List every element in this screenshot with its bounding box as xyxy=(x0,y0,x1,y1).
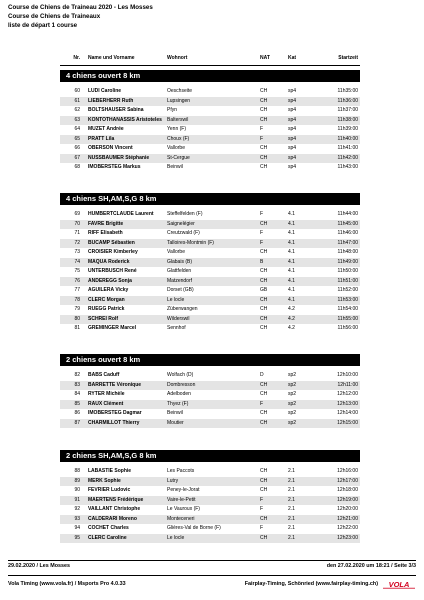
cell-kat: 4.1 xyxy=(288,239,295,246)
cell-start: 12h23:00 xyxy=(337,534,358,541)
cell-nat: F xyxy=(260,400,264,407)
cell-start: 12h17:00 xyxy=(337,477,358,484)
cell-name: FEVRIER Ludovic xyxy=(88,487,131,493)
cell-nr: 90 xyxy=(74,487,80,493)
cell-nat: CH xyxy=(260,97,268,104)
cell-nr: 85 xyxy=(74,400,80,407)
cell-nat: F xyxy=(260,525,264,531)
list-row xyxy=(60,477,360,487)
cell-start: 11h37:00 xyxy=(337,107,358,113)
cell-ort: Beinwil xyxy=(167,410,183,416)
cell-nr: 95 xyxy=(74,534,80,541)
cell-start: 11h49:00 xyxy=(337,258,358,265)
list-row xyxy=(60,97,360,107)
event-title: Course de Chiens de Traineau 2020 - Les Mosses xyxy=(8,4,153,11)
list-row xyxy=(60,315,360,325)
cell-nr: 94 xyxy=(74,525,80,531)
list-row xyxy=(60,87,360,97)
cell-nat: CH xyxy=(260,296,268,303)
list-row xyxy=(60,505,360,515)
cell-ort: Le Vauroux (F) xyxy=(167,506,200,512)
cell-name: FAVRE Brigitte xyxy=(88,220,124,227)
cell-kat: sp2 xyxy=(288,419,297,426)
cell-start: 12h14:00 xyxy=(337,410,358,416)
cell-kat: 2.1 xyxy=(288,506,295,512)
cell-name: PRATT Lila xyxy=(88,135,115,142)
cell-nat: CH xyxy=(260,534,268,541)
cell-nat: CH xyxy=(260,306,268,312)
cell-name: CALDERARI Moreno xyxy=(88,515,137,522)
list-row xyxy=(60,248,360,258)
list-row xyxy=(60,515,360,525)
cell-name: NUSSBAUMER Stéphanie xyxy=(88,154,150,161)
cell-name: COCHET Charles xyxy=(88,525,129,531)
cell-ort: Creutzwald (F) xyxy=(167,230,200,236)
cell-name: SCHREI Rolf xyxy=(88,315,118,322)
cell-start: 11h48:00 xyxy=(337,249,358,255)
cell-nr: 63 xyxy=(74,116,80,123)
cell-kat: 4.1 xyxy=(288,268,295,274)
cell-name: OBERSON Vincent xyxy=(88,145,133,151)
logo-text: VOLA xyxy=(388,580,410,589)
cell-nat: CH xyxy=(260,315,268,322)
section-title: 4 chiens ouvert 8 km xyxy=(60,70,360,82)
cell-nr: 61 xyxy=(74,97,80,104)
cell-nat: F xyxy=(260,506,264,512)
list-row xyxy=(60,220,360,230)
cell-nr: 80 xyxy=(74,315,80,322)
cell-name: ANDEREGG Sonja xyxy=(88,277,132,284)
cell-kat: sp4 xyxy=(288,154,297,161)
cell-start: 12h21:00 xyxy=(337,515,358,522)
cell-kat: 4.1 xyxy=(288,296,295,303)
cell-ort: Glabais (B) xyxy=(167,258,193,265)
section-title: 2 chiens SH,AM,S,G 8 km xyxy=(60,450,360,462)
cell-name: CHARMILLOT Thierry xyxy=(88,419,140,426)
cell-ort: Vallorbe xyxy=(167,145,185,151)
cell-start: 11h50:00 xyxy=(337,268,358,274)
cell-name: CLERC Morgan xyxy=(88,296,125,303)
col-kat: Kat xyxy=(288,55,297,61)
cell-ort: Beinwil xyxy=(167,164,183,170)
cell-nr: 65 xyxy=(74,135,80,142)
list-row xyxy=(60,229,360,239)
cell-kat: sp2 xyxy=(288,372,297,378)
cell-start: 11h42:00 xyxy=(337,154,358,161)
footer-company: Fairplay-Timing, Schönried (www.fairplay-timing.ch) xyxy=(244,581,378,587)
cell-nr: 77 xyxy=(74,287,80,293)
cell-ort: Le locle xyxy=(167,296,185,303)
list-row xyxy=(60,135,360,145)
cell-nat: CH xyxy=(260,88,268,94)
cell-nr: 88 xyxy=(74,468,80,474)
list-row xyxy=(60,286,360,296)
cell-ort: Lupsingen xyxy=(167,97,191,104)
cell-kat: 2.1 xyxy=(288,525,295,531)
cell-ort: Talloires-Montmin (F) xyxy=(167,239,214,246)
cell-nat: CH xyxy=(260,220,268,227)
cell-kat: sp2 xyxy=(288,381,297,388)
list-row xyxy=(60,106,360,116)
column-header xyxy=(60,55,360,65)
cell-nat: GB xyxy=(260,287,268,293)
cell-name: IMOBERSTEG Dagmar xyxy=(88,410,142,416)
cell-ort: Thyez (F) xyxy=(167,400,189,407)
cell-nr: 73 xyxy=(74,249,80,255)
cell-nat: CH xyxy=(260,145,268,151)
list-row xyxy=(60,467,360,477)
list-row xyxy=(60,409,360,419)
col-name: Name und Vorname xyxy=(88,55,135,61)
cell-name: MUZET Andrée xyxy=(88,126,124,132)
cell-start: 11h44:00 xyxy=(337,211,358,217)
cell-nr: 62 xyxy=(74,107,80,113)
cell-name: RYTER Michèle xyxy=(88,391,125,397)
cell-nat: F xyxy=(260,496,264,503)
cell-nr: 64 xyxy=(74,126,80,132)
event-subtitle: Course de Chiens de Traineaux xyxy=(8,13,101,20)
section xyxy=(60,450,360,543)
cell-nr: 66 xyxy=(74,145,80,151)
vola-logo xyxy=(382,580,416,589)
cell-name: LIEBERHERR Ruth xyxy=(88,97,134,104)
cell-nr: 60 xyxy=(74,88,80,94)
cell-nr: 69 xyxy=(74,211,80,217)
cell-nat: CH xyxy=(260,468,268,474)
cell-start: 12h20:00 xyxy=(337,506,358,512)
cell-kat: 4.1 xyxy=(288,277,295,284)
section-title: 4 chiens SH,AM,S,G 8 km xyxy=(60,193,360,205)
cell-start: 11h47:00 xyxy=(337,239,358,246)
cell-kat: sp4 xyxy=(288,135,297,142)
cell-name: AGUILERA Vicky xyxy=(88,287,129,293)
cell-ort: Vallorbe xyxy=(167,249,185,255)
cell-kat: 2.1 xyxy=(288,534,295,541)
cell-ort: Glières-Val de Borne (F) xyxy=(167,525,221,531)
cell-nr: 78 xyxy=(74,296,80,303)
list-row xyxy=(60,400,360,410)
cell-ort: Yenn (F) xyxy=(167,126,186,132)
cell-start: 11h55:00 xyxy=(337,315,358,322)
list-row xyxy=(60,267,360,277)
cell-kat: 2.1 xyxy=(288,477,295,484)
cell-nat: CH xyxy=(260,325,268,331)
cell-ort: Monteceneri xyxy=(167,515,195,522)
cell-kat: 2.1 xyxy=(288,468,295,474)
cell-kat: 4.2 xyxy=(288,306,295,312)
cell-nr: 83 xyxy=(74,381,80,388)
cell-kat: 4.2 xyxy=(288,315,295,322)
cell-nr: 71 xyxy=(74,230,80,236)
cell-start: 11h54:00 xyxy=(337,306,358,312)
cell-kat: 2.1 xyxy=(288,487,295,493)
cell-start: 12h22:00 xyxy=(337,525,358,531)
cell-name: LUDI Caroline xyxy=(88,88,122,94)
cell-nr: 86 xyxy=(74,410,80,416)
cell-ort: Glattfelden xyxy=(167,268,192,274)
cell-name: GREMINGER Marcel xyxy=(88,325,137,331)
list-row xyxy=(60,496,360,506)
cell-start: 12h11:00 xyxy=(337,381,358,388)
cell-nat: F xyxy=(260,126,264,132)
cell-start: 12h15:00 xyxy=(337,419,358,426)
cell-name: VAILLANT Christophe xyxy=(88,506,141,512)
col-start: Startzeit xyxy=(338,55,358,61)
cell-ort: Choux (F) xyxy=(167,135,190,142)
cell-nr: 92 xyxy=(74,506,80,512)
cell-nr: 74 xyxy=(74,258,80,265)
cell-nat: F xyxy=(260,239,264,246)
cell-ort: Adelboden xyxy=(167,391,191,397)
cell-nat: F xyxy=(260,211,264,217)
cell-nat: CH xyxy=(260,477,268,484)
cell-name: BABS Caduff xyxy=(88,372,120,378)
cell-ort: Wolfach (D) xyxy=(167,372,194,378)
cell-name: RIFF Elisabeth xyxy=(88,230,123,236)
cell-name: BUCAMP Sébastien xyxy=(88,239,135,246)
cell-name: CLERC Caroline xyxy=(88,534,127,541)
cell-nat: CH xyxy=(260,419,268,426)
col-nr: Nr. xyxy=(73,55,80,61)
cell-kat: 2.1 xyxy=(288,515,295,522)
cell-nr: 75 xyxy=(74,268,80,274)
cell-start: 11h46:00 xyxy=(337,230,358,236)
cell-nr: 82 xyxy=(74,372,80,378)
section xyxy=(60,354,360,428)
cell-ort: Saignelégier xyxy=(167,220,195,227)
cell-ort: Moutier xyxy=(167,419,184,426)
cell-start: 11h39:00 xyxy=(337,126,358,132)
footer-rule-bottom xyxy=(8,575,416,576)
cell-name: KONTOTHANASSIS Aristoteles xyxy=(88,116,162,123)
list-row xyxy=(60,163,360,173)
cell-ort: Sennhof xyxy=(167,325,186,331)
cell-start: 11h36:00 xyxy=(337,97,358,104)
cell-start: 11h38:00 xyxy=(337,116,358,123)
cell-name: MERK Sophie xyxy=(88,477,121,484)
cell-kat: sp4 xyxy=(288,107,297,113)
cell-nat: CH xyxy=(260,116,268,123)
cell-name: LABASTIE Sophie xyxy=(88,468,132,474)
cell-name: BOLTSHAUSER Sabina xyxy=(88,107,144,113)
cell-nr: 93 xyxy=(74,515,80,522)
cell-kat: sp4 xyxy=(288,88,297,94)
cell-name: UNTERBUSCH René xyxy=(88,268,137,274)
cell-kat: sp4 xyxy=(288,164,297,170)
list-row xyxy=(60,144,360,154)
cell-nat: F xyxy=(260,230,264,236)
cell-ort: Dombresson xyxy=(167,381,196,388)
cell-ort: Züberwangen xyxy=(167,306,198,312)
cell-start: 12h19:00 xyxy=(337,496,358,503)
cell-kat: 4.1 xyxy=(288,258,295,265)
cell-start: 11h51:00 xyxy=(337,277,358,284)
cell-kat: sp2 xyxy=(288,410,297,416)
cell-name: BARRETTE Véronique xyxy=(88,381,142,388)
cell-kat: 4.1 xyxy=(288,211,295,217)
list-row xyxy=(60,381,360,391)
list-row xyxy=(60,419,360,429)
list-row xyxy=(60,277,360,287)
cell-ort: Oeschseite xyxy=(167,88,193,94)
cell-start: 12h12:00 xyxy=(337,391,358,397)
section-title: 2 chiens ouvert 8 km xyxy=(60,354,360,366)
cell-nr: 70 xyxy=(74,220,80,227)
cell-kat: sp4 xyxy=(288,116,297,123)
cell-kat: 4.1 xyxy=(288,287,295,293)
list-row xyxy=(60,305,360,315)
cell-kat: sp2 xyxy=(288,391,297,397)
document-header xyxy=(8,3,153,30)
list-row xyxy=(60,154,360,164)
col-ort: Wohnort xyxy=(167,55,188,61)
col-nat: NAT xyxy=(260,55,270,61)
list-row xyxy=(60,324,360,334)
list-title: liste de départ 1 course xyxy=(8,22,78,29)
cell-ort: Dorset (GB) xyxy=(167,287,194,293)
cell-ort: St-Cergue xyxy=(167,154,190,161)
cell-nat: CH xyxy=(260,515,268,522)
cell-kat: sp4 xyxy=(288,97,297,104)
cell-nr: 72 xyxy=(74,239,80,246)
cell-name: IMOBERSTEG Markus xyxy=(88,164,141,170)
list-row xyxy=(60,534,360,544)
cell-start: 12h10:00 xyxy=(337,372,358,378)
cell-ort: Le locle xyxy=(167,534,185,541)
cell-start: 12h18:00 xyxy=(337,487,358,493)
cell-nat: CH xyxy=(260,487,268,493)
cell-kat: sp4 xyxy=(288,126,297,132)
cell-start: 11h56:00 xyxy=(337,325,358,331)
cell-nr: 81 xyxy=(74,325,80,331)
cell-nat: CH xyxy=(260,107,268,113)
cell-nr: 79 xyxy=(74,306,80,312)
cell-start: 11h53:00 xyxy=(337,296,358,303)
cell-nat: CH xyxy=(260,154,268,161)
list-row xyxy=(60,371,360,381)
list-row xyxy=(60,258,360,268)
cell-start: 11h45:00 xyxy=(337,220,358,227)
header-rule xyxy=(60,65,360,66)
list-row xyxy=(60,125,360,135)
cell-ort: Les Paccots xyxy=(167,468,195,474)
cell-start: 11h35:00 xyxy=(337,88,358,94)
cell-name: MAQUA Roderick xyxy=(88,258,130,265)
cell-start: 11h40:00 xyxy=(337,135,358,142)
cell-nat: F xyxy=(260,135,264,142)
cell-nat: CH xyxy=(260,249,268,255)
footer-printed: den 27.02.2020 um 18:21 / Seite 3/3 xyxy=(326,563,416,569)
cell-nat: CH xyxy=(260,391,268,397)
cell-name: CROISIER Kimberley xyxy=(88,249,138,255)
cell-nat: CH xyxy=(260,164,268,170)
cell-kat: 4.1 xyxy=(288,249,295,255)
cell-name: RUEGG Patrick xyxy=(88,306,125,312)
cell-nat: CH xyxy=(260,277,268,284)
cell-start: 11h52:00 xyxy=(337,287,358,293)
cell-ort: Wilderswil xyxy=(167,315,190,322)
cell-nat: CH xyxy=(260,268,268,274)
cell-nr: 89 xyxy=(74,477,80,484)
cell-nat: CH xyxy=(260,381,268,388)
cell-nr: 84 xyxy=(74,391,80,397)
footer-date-place: 29.02.2020 / Les Mosses xyxy=(8,563,71,569)
cell-nr: 87 xyxy=(74,419,80,426)
cell-ort: Balterswil xyxy=(167,116,189,123)
cell-start: 12h13:00 xyxy=(337,400,358,407)
section xyxy=(60,193,360,334)
cell-ort: Vaire-le-Petit xyxy=(167,496,196,503)
list-row xyxy=(60,239,360,249)
cell-kat: 2.1 xyxy=(288,496,295,503)
cell-ort: Lutry xyxy=(167,477,179,484)
footer-software: Vola Timing (www.vola.fr) / Msports Pro 4.0.33 xyxy=(8,581,126,587)
cell-kat: 4.1 xyxy=(288,220,295,227)
cell-name: HUMBERTCLAUDE Laurent xyxy=(88,211,154,217)
cell-name: RAUX Clément xyxy=(88,400,124,407)
cell-nat: B xyxy=(260,258,264,265)
section xyxy=(60,70,360,173)
cell-kat: 4.2 xyxy=(288,325,295,331)
cell-ort: Pfyn xyxy=(167,107,178,113)
cell-ort: Matzendorf xyxy=(167,277,193,284)
cell-kat: sp2 xyxy=(288,400,297,407)
list-row xyxy=(60,486,360,496)
list-row xyxy=(60,390,360,400)
list-row xyxy=(60,524,360,534)
list-row xyxy=(60,116,360,126)
list-row xyxy=(60,210,360,220)
cell-nr: 68 xyxy=(74,164,80,170)
cell-kat: sp4 xyxy=(288,145,297,151)
cell-nat: CH xyxy=(260,410,268,416)
list-row xyxy=(60,296,360,306)
cell-nr: 91 xyxy=(74,496,80,503)
cell-name: MAERTENS Frédérique xyxy=(88,496,144,503)
cell-start: 12h16:00 xyxy=(337,468,358,474)
cell-ort: Peney-le-Jorat xyxy=(167,487,200,493)
cell-start: 11h41:00 xyxy=(337,145,358,151)
cell-nat: D xyxy=(260,372,264,378)
footer-rule-top xyxy=(8,560,416,561)
cell-start: 11h43:00 xyxy=(337,164,358,170)
cell-ort: Steffelfelden (F) xyxy=(167,211,203,217)
cell-kat: 4.1 xyxy=(288,230,295,236)
cell-nr: 67 xyxy=(74,154,80,161)
cell-nr: 76 xyxy=(74,277,80,284)
